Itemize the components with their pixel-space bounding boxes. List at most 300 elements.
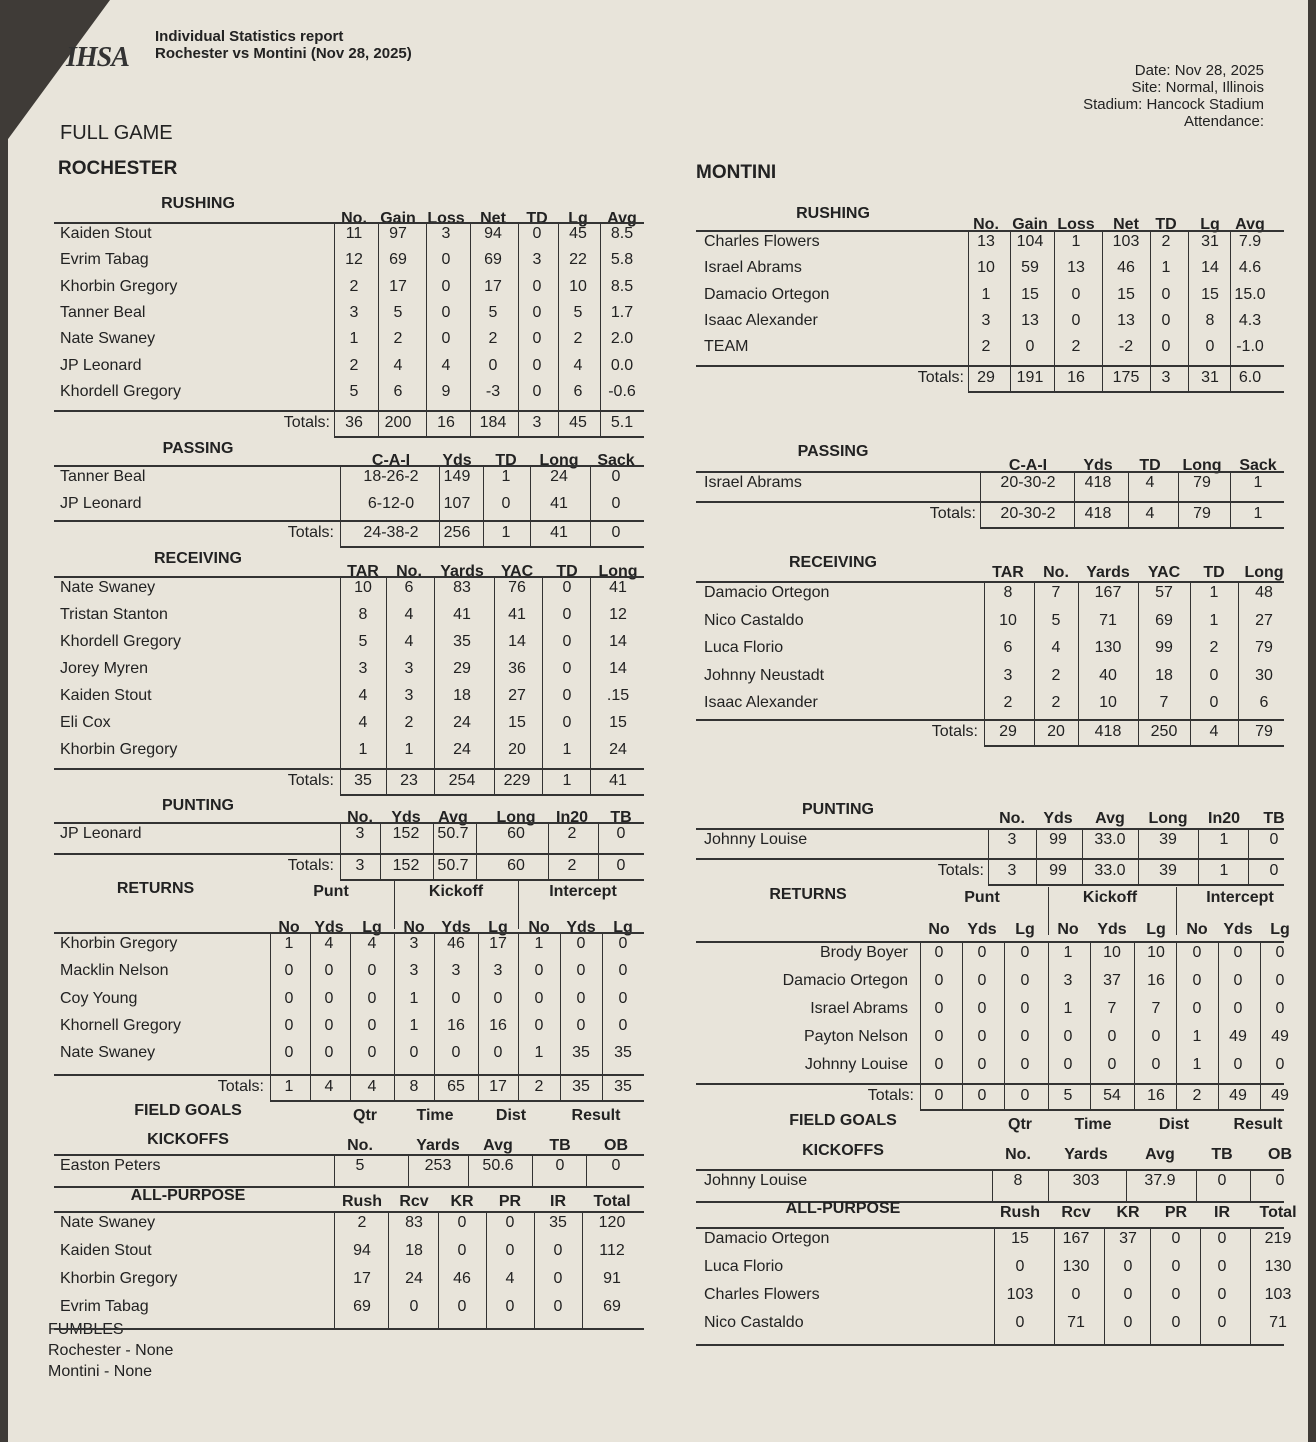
montini-rushing-totals-rule <box>696 365 1284 367</box>
rochester-returns-total: 2 <box>534 1078 544 1095</box>
montini-rushing-cell: 14 <box>1201 259 1219 277</box>
montini-receiving-cell: 7 <box>1051 584 1061 601</box>
rochester-rushing-cell: 6 <box>573 382 583 400</box>
rochester-rushing-title: RUSHING <box>161 195 235 212</box>
rochester-returns-cell: 1 <box>284 935 294 952</box>
montini-returns-total: 49 <box>1271 1087 1289 1104</box>
montini-passing-col-header: Long <box>1182 457 1222 474</box>
montini-all_purpose-cell: 219 <box>1264 1230 1292 1247</box>
rochester-returns-group-divider <box>518 881 519 929</box>
rochester-all_purpose-title: ALL-PURPOSE <box>130 1187 246 1204</box>
montini-returns-total: 0 <box>977 1087 987 1104</box>
montini-returns-cell: 0 <box>1151 1056 1161 1073</box>
rochester-rushing-player: Khorbin Gregory <box>60 277 178 295</box>
rochester-returns-cell: 0 <box>534 989 544 1007</box>
rochester-returns-total: 4 <box>324 1078 334 1095</box>
montini-kickoffs-col-header: Yards <box>1064 1146 1108 1163</box>
rochester-returns-cell: 0 <box>367 1044 377 1062</box>
montini-rushing-col-header: Lg <box>1200 216 1220 233</box>
montini-rushing-cell: 2 <box>1071 338 1081 356</box>
rochester-rushing-cell: 45 <box>569 225 587 242</box>
rochester-all_purpose-cell: 4 <box>505 1270 515 1287</box>
rochester-returns-col-divider <box>478 932 479 1100</box>
rochester-field-goals-col-header: Dist <box>495 1107 527 1124</box>
montini-punting-top-rule <box>696 828 1284 830</box>
rochester-returns-total: 1 <box>284 1078 294 1095</box>
montini-rushing-cell: 10 <box>977 259 995 277</box>
montini-rushing-cell: 46 <box>1117 259 1135 277</box>
rochester-returns-cell: 0 <box>284 962 294 980</box>
rochester-passing-cell: 0 <box>611 468 621 485</box>
montini-all_purpose-col-header: Rcv <box>1061 1204 1091 1221</box>
rochester-receiving-cell: 12 <box>609 606 627 623</box>
montini-all_purpose-col-divider <box>1200 1227 1201 1344</box>
montini-punting-col-divider <box>1198 828 1199 884</box>
montini-punting-total: 0 <box>1269 862 1279 879</box>
montini-receiving-col-divider <box>1138 581 1139 745</box>
rochester-returns-cell: 3 <box>451 962 461 980</box>
rochester-returns-player: Macklin Nelson <box>60 962 169 980</box>
rochester-passing-total: 41 <box>550 524 568 541</box>
montini-returns-group-divider <box>1176 887 1177 935</box>
rochester-rushing-player: Evrim Tabag <box>60 251 149 269</box>
rochester-kickoffs-col-header: OB <box>604 1137 628 1154</box>
rochester-passing-col-divider <box>530 465 531 546</box>
montini-passing-col-divider <box>1074 471 1075 527</box>
montini-receiving-cell: 130 <box>1094 639 1122 656</box>
rochester-kickoffs-col-divider <box>532 1154 533 1186</box>
rochester-returns-cell: 0 <box>367 989 377 1007</box>
montini-rushing-col-header: Gain <box>1012 216 1048 233</box>
montini-returns-cell: 49 <box>1229 1028 1247 1045</box>
rochester-rushing-cell: 94 <box>484 225 502 242</box>
rochester-receiving-col-divider <box>494 576 495 794</box>
rochester-rushing-player: Khordell Gregory <box>60 382 181 400</box>
montini-kickoffs-col-divider <box>1196 1169 1197 1201</box>
montini-returns-cell: 0 <box>977 1028 987 1045</box>
rochester-rushing-cell: 0 <box>488 356 498 374</box>
rochester-receiving-col-header: No. <box>396 563 422 580</box>
rochester-rushing-cell: 0 <box>441 330 451 348</box>
rochester-all_purpose-cell: 24 <box>405 1270 423 1287</box>
montini-passing-cell: 79 <box>1193 474 1211 491</box>
montini-punting-col-header: Long <box>1148 810 1188 827</box>
rochester-passing-cell: 0 <box>611 495 621 512</box>
montini-passing-total: 1 <box>1253 505 1263 522</box>
montini-returns-col-divider <box>1090 941 1091 1109</box>
montini-all_purpose-cell: 0 <box>1217 1286 1227 1303</box>
montini-returns-header <box>8 921 1290 941</box>
rochester-returns-cell: 0 <box>324 1044 334 1062</box>
rochester-punting-totals-rule <box>54 853 644 855</box>
montini-receiving-total: 29 <box>999 723 1017 740</box>
rochester-receiving-player: Khorbin Gregory <box>60 741 178 758</box>
rochester-rushing-totals-rule <box>54 410 644 412</box>
montini-returns-cell: 0 <box>1107 1056 1117 1073</box>
rochester-receiving-player: Nate Swaney <box>60 579 156 596</box>
rochester-receiving-cell: 15 <box>508 714 526 731</box>
rochester-receiving-cell: 3 <box>404 687 414 704</box>
montini-rushing-cell: 59 <box>1021 259 1039 277</box>
rochester-rushing-cell: -0.6 <box>608 382 636 400</box>
montini-passing-total: 79 <box>1193 505 1211 522</box>
montini-all_purpose-cell: 0 <box>1171 1314 1181 1331</box>
montini-receiving-cell: 0 <box>1209 666 1219 684</box>
rochester-passing-top-rule <box>54 465 644 467</box>
rochester-rushing-col-divider <box>470 222 471 436</box>
rochester-rushing-col-header: Loss <box>427 210 465 227</box>
montini-rushing-cell: 13 <box>1117 311 1135 329</box>
montini-rushing-col-divider <box>1054 230 1055 391</box>
rochester-returns-cell: 0 <box>576 962 586 980</box>
rochester-punting-col-header: Avg <box>438 809 468 826</box>
rochester-passing-col-header: Sack <box>597 452 635 469</box>
montini-rushing-col-header: Loss <box>1057 216 1095 233</box>
rochester-returns-cell: 4 <box>324 935 334 952</box>
rochester-receiving-total: 23 <box>400 772 418 789</box>
montini-rushing-bottom-rule <box>968 391 1284 393</box>
montini-returns-cell: 0 <box>1020 1056 1030 1073</box>
rochester-all_purpose-col-divider <box>388 1211 389 1328</box>
rochester-rushing-cell: 69 <box>484 251 502 269</box>
montini-rushing-cell: -2 <box>1118 338 1134 356</box>
rochester-returns-cell: 16 <box>489 1016 507 1034</box>
montini-all_purpose-cell: 15 <box>1011 1230 1029 1247</box>
rochester-receiving-cell: 14 <box>508 633 526 650</box>
rochester-returns-cell: 0 <box>451 1044 461 1062</box>
rochester-all_purpose-cell: 0 <box>457 1298 467 1315</box>
rochester-receiving-cell: 14 <box>609 633 627 650</box>
rochester-rushing-col-divider <box>334 222 335 436</box>
fumbles-montini: Montini - None <box>48 1363 153 1380</box>
montini-receiving-top-rule <box>696 581 1284 583</box>
rochester-passing-totals-rule <box>54 520 644 522</box>
rochester-receiving-cell: 3 <box>358 660 368 677</box>
montini-all_purpose-player: Charles Flowers <box>704 1286 820 1303</box>
montini-returns-bottom-rule <box>920 1109 1284 1111</box>
montini-passing-total: 20-30-2 <box>1000 505 1056 522</box>
rochester-all_purpose-cell: 35 <box>549 1214 567 1231</box>
montini-returns-player: Payton Nelson <box>803 1028 908 1045</box>
montini-rushing-cell: 31 <box>1201 233 1219 250</box>
montini-all_purpose-cell: 0 <box>1015 1314 1025 1331</box>
montini-returns-totals-label: Totals: <box>867 1087 914 1104</box>
montini-returns-group-intercept: Intercept <box>1206 889 1274 906</box>
montini-returns-total: 16 <box>1147 1087 1165 1104</box>
montini-rushing-title: RUSHING <box>796 205 870 222</box>
montini-passing-totals-label: Totals: <box>929 505 976 522</box>
rochester-all_purpose-top-rule <box>54 1211 644 1213</box>
rochester-all_purpose-cell: 2 <box>357 1214 367 1231</box>
rochester-rushing-cell: 1 <box>349 330 359 348</box>
montini-punting-cell: 99 <box>1049 831 1067 848</box>
montini-kickoffs-col-divider <box>992 1169 993 1201</box>
montini-punting-col-divider <box>988 828 989 884</box>
montini-returns-col-header: Lg <box>1270 921 1290 938</box>
montini-receiving-cell: 2 <box>1051 694 1061 711</box>
montini-receiving-cell: 40 <box>1099 666 1117 684</box>
montini-rushing-player: Israel Abrams <box>704 259 802 277</box>
rochester-all_purpose-cell: 94 <box>353 1242 371 1259</box>
montini-all_purpose-player: Damacio Ortegon <box>704 1230 830 1247</box>
montini-rushing-cell: 7.9 <box>1238 233 1262 250</box>
rochester-all_purpose-col-header: Rush <box>342 1193 382 1210</box>
rochester-all_purpose-cell: 17 <box>353 1270 371 1287</box>
montini-punting-col-header: In20 <box>1207 810 1241 827</box>
montini-rushing-cell: 0 <box>1025 338 1035 356</box>
montini-punting-title: PUNTING <box>802 801 874 818</box>
rochester-returns-cell: 0 <box>493 1044 503 1062</box>
rochester-punting-total: 152 <box>392 857 420 874</box>
montini-kickoffs-cell: 303 <box>1072 1172 1100 1189</box>
montini-rushing-col-header: TD <box>1155 216 1177 233</box>
rochester-rushing-cell: 8.5 <box>610 225 634 242</box>
rochester-kickoffs-cell: 5 <box>355 1157 365 1174</box>
rochester-punting-col-divider <box>476 822 477 879</box>
rochester-punting-total: 2 <box>567 857 577 874</box>
rochester-field-goals-col-header: Result <box>571 1107 621 1124</box>
rochester-all_purpose-player: Khorbin Gregory <box>60 1270 178 1287</box>
rochester-returns-title: RETURNS <box>116 880 195 897</box>
montini-team-name: MONTINI <box>696 162 777 183</box>
montini-passing-cell: 418 <box>1084 474 1112 491</box>
montini-rushing-cell: 0 <box>1071 285 1081 303</box>
rochester-returns-col-header: Lg <box>613 919 633 936</box>
montini-rushing-col-divider <box>1150 230 1151 391</box>
rochester-passing-cell: 18-26-2 <box>363 468 419 485</box>
rochester-returns-cell: 0 <box>324 989 334 1007</box>
montini-returns-cell: 0 <box>1063 1028 1073 1045</box>
rochester-punting-cell: 60 <box>507 825 525 842</box>
rochester-returns-top-rule <box>54 932 644 934</box>
rochester-receiving-player: Khordell Gregory <box>60 633 181 650</box>
rochester-receiving-player: Tristan Stanton <box>60 606 168 623</box>
montini-returns-cell: 0 <box>1233 1056 1243 1073</box>
montini-receiving-title: RECEIVING <box>788 554 877 571</box>
rochester-kickoffs-cell: 0 <box>555 1157 565 1174</box>
montini-rushing-player: TEAM <box>704 338 749 356</box>
report-title-line2: Rochester vs Montini (Nov 28, 2025) <box>155 45 412 62</box>
montini-passing-top-rule <box>696 471 1284 473</box>
rochester-receiving-cell: 36 <box>508 660 526 677</box>
montini-returns-col-divider <box>962 941 963 1109</box>
montini-rushing-col-header: Avg <box>1235 216 1265 233</box>
rochester-rushing-cell: 1.7 <box>610 303 634 321</box>
rochester-passing-col-header: Long <box>539 452 579 469</box>
montini-passing-col-divider <box>1128 471 1129 527</box>
rochester-punting-col-header: In20 <box>555 809 589 826</box>
rochester-returns-cell: 0 <box>618 1016 628 1034</box>
montini-returns-col-header: Lg <box>1146 921 1166 938</box>
montini-rushing-cell: 1 <box>981 285 991 303</box>
rochester-all_purpose-col-header: IR <box>550 1193 566 1210</box>
rochester-rushing-cell: 3 <box>532 251 542 269</box>
montini-kickoffs-col-header: TB <box>1211 1146 1233 1163</box>
montini-receiving-cell: 6 <box>1259 694 1269 711</box>
montini-passing-total: 418 <box>1084 505 1112 522</box>
rochester-receiving-cell: 24 <box>453 714 471 731</box>
montini-punting-col-header: Yds <box>1043 810 1073 827</box>
montini-receiving-col-divider <box>984 581 985 745</box>
rochester-rushing-cell: 69 <box>389 251 407 269</box>
montini-kickoffs-cell: 37.9 <box>1144 1172 1176 1189</box>
montini-rushing-cell: 15 <box>1021 285 1039 303</box>
montini-receiving-cell: 1 <box>1209 584 1219 601</box>
montini-receiving-player: Damacio Ortegon <box>704 584 830 601</box>
montini-all_purpose-cell: 0 <box>1123 1258 1133 1275</box>
montini-rushing-cell: -1.0 <box>1236 338 1264 356</box>
rochester-passing-col-header: TD <box>495 452 517 469</box>
rochester-kickoffs-col-divider <box>334 1154 335 1186</box>
rochester-all_purpose-cell: 120 <box>598 1214 626 1231</box>
montini-passing-col-divider <box>980 471 981 527</box>
montini-rushing-cell: 1 <box>1161 259 1171 277</box>
rochester-receiving-player: Jorey Myren <box>60 660 149 677</box>
rochester-receiving-cell: 41 <box>453 606 471 623</box>
rochester-rushing-cell: 0 <box>532 382 542 400</box>
montini-returns-cell: 0 <box>1275 1056 1285 1073</box>
rochester-rushing-col-header: No. <box>341 210 367 227</box>
montini-rushing-cell: 4.6 <box>1238 259 1262 277</box>
rochester-receiving-cell: 0 <box>562 633 572 650</box>
rochester-receiving-cell: 6 <box>404 579 414 596</box>
montini-returns-col-header: No <box>1186 921 1208 938</box>
stat-sheet <box>8 0 1308 1442</box>
montini-returns-cell: 16 <box>1147 972 1165 989</box>
montini-receiving-totals-rule <box>696 719 1284 721</box>
montini-receiving-col-header: Yards <box>1086 564 1130 581</box>
rochester-returns-cell: 0 <box>618 989 628 1007</box>
montini-punting-cell: 0 <box>1269 831 1279 848</box>
montini-returns-col-header: No <box>928 921 950 938</box>
rochester-punting-col-header: Yds <box>391 809 421 826</box>
montini-returns-cell: 0 <box>1020 1028 1030 1045</box>
montini-rushing-cell: 0 <box>1071 311 1081 329</box>
montini-receiving-player: Isaac Alexander <box>704 694 818 711</box>
rochester-rushing-player: JP Leonard <box>60 356 142 374</box>
montini-punting-total: 39 <box>1159 862 1177 879</box>
montini-punting-cell: 33.0 <box>1094 831 1126 848</box>
rochester-rushing-cell: 0 <box>532 330 542 348</box>
montini-receiving-col-header: YAC <box>1147 564 1181 581</box>
rochester-punting-col-divider <box>340 822 341 879</box>
montini-punting-cell: 1 <box>1219 831 1229 848</box>
rochester-all_purpose-player: Evrim Tabag <box>60 1298 149 1315</box>
montini-returns-total: 0 <box>1020 1087 1030 1104</box>
rochester-punting-col-header: Long <box>496 809 536 826</box>
rochester-returns-group-punt: Punt <box>313 883 349 900</box>
montini-kickoffs-title: KICKOFFS <box>802 1142 884 1159</box>
rochester-returns-cell: 0 <box>284 1044 294 1062</box>
montini-punting-col-divider <box>1082 828 1083 884</box>
montini-passing-cell: 4 <box>1145 474 1155 491</box>
montini-rushing-col-header: Net <box>1113 216 1139 233</box>
rochester-passing-cell: 1 <box>501 468 511 485</box>
montini-passing-title: PASSING <box>797 443 869 460</box>
rochester-rushing-total: 200 <box>384 414 412 431</box>
montini-rushing-player: Charles Flowers <box>704 233 820 250</box>
rochester-rushing-cell: 5 <box>573 303 583 321</box>
montini-punting-cell: 3 <box>1007 831 1017 848</box>
rochester-rushing-total: 16 <box>437 414 455 431</box>
montini-kickoffs-col-header: OB <box>1268 1146 1292 1163</box>
montini-receiving-col-header: TD <box>1203 564 1225 581</box>
game-stadium: Stadium: Hancock Stadium <box>1083 96 1264 113</box>
montini-kickoffs-col-header: No. <box>1005 1146 1031 1163</box>
rochester-all_purpose-cell: 69 <box>353 1298 371 1315</box>
rochester-rushing-cell: 5 <box>349 382 359 400</box>
montini-rushing-cell: 103 <box>1112 233 1140 250</box>
montini-rushing-total: 3 <box>1161 369 1171 386</box>
rochester-rushing-cell: 5 <box>393 303 403 321</box>
montini-returns-cell: 1 <box>1192 1028 1202 1045</box>
montini-returns-col-divider <box>1048 941 1049 1109</box>
montini-all_purpose-cell: 71 <box>1269 1314 1287 1331</box>
montini-all_purpose-cell: 0 <box>1015 1258 1025 1275</box>
rochester-receiving-cell: 24 <box>609 741 627 758</box>
montini-all_purpose-col-header: IR <box>1214 1204 1230 1221</box>
rochester-rushing-cell: 11 <box>345 225 363 242</box>
rochester-passing-total: 1 <box>501 524 511 541</box>
rochester-passing-player: Tanner Beal <box>60 468 146 485</box>
rochester-rushing-col-header: TD <box>526 210 548 227</box>
montini-returns-cell: 0 <box>1020 972 1030 989</box>
rochester-receiving-col-divider <box>542 576 543 794</box>
rochester-returns-cell: 0 <box>576 989 586 1007</box>
rochester-all_purpose-cell: 0 <box>553 1270 563 1287</box>
rochester-returns-cell: 3 <box>493 962 503 980</box>
rochester-receiving-total: 254 <box>448 772 476 789</box>
montini-returns-cell: 0 <box>1020 944 1030 961</box>
rochester-rushing-total: 3 <box>532 414 542 431</box>
montini-receiving-cell: 10 <box>1099 694 1117 711</box>
rochester-returns-player: Nate Swaney <box>60 1044 156 1062</box>
montini-kickoffs-col-header: Avg <box>1145 1146 1175 1163</box>
rochester-punting-bottom-rule <box>340 879 644 881</box>
montini-returns-cell: 0 <box>1192 972 1202 989</box>
montini-returns-player: Brody Boyer <box>819 944 908 961</box>
rochester-all_purpose-col-divider <box>582 1211 583 1328</box>
montini-returns-col-header: Yds <box>1223 921 1253 938</box>
rochester-punting-col-header: No. <box>347 809 373 826</box>
rochester-returns-cell: 1 <box>534 935 544 952</box>
montini-all_purpose-top-rule <box>696 1227 1284 1229</box>
montini-all_purpose-col-divider <box>1150 1227 1151 1344</box>
rochester-returns-cell: 0 <box>576 1016 586 1034</box>
rochester-receiving-cell: 1 <box>358 741 368 758</box>
montini-receiving-total: 250 <box>1150 723 1178 740</box>
montini-rushing-cell: 8 <box>1205 311 1215 329</box>
rochester-returns-cell: 0 <box>367 1016 377 1034</box>
rochester-kickoffs-title: KICKOFFS <box>147 1131 229 1148</box>
montini-rushing-cell: 4.3 <box>1238 311 1262 329</box>
rochester-rushing-col-header: Net <box>480 210 506 227</box>
rochester-rushing-cell: 4 <box>441 356 451 374</box>
rochester-receiving-totals-label: Totals: <box>287 772 334 789</box>
rochester-all_purpose-cell: 0 <box>457 1214 467 1231</box>
montini-returns-cell: 1 <box>1192 1056 1202 1073</box>
montini-returns-col-divider <box>1134 941 1135 1109</box>
rochester-returns-col-header: No <box>278 919 300 936</box>
rochester-all_purpose-cell: 0 <box>505 1214 515 1231</box>
rochester-rushing-player: Nate Swaney <box>60 330 156 348</box>
rochester-receiving-top-rule <box>54 576 644 578</box>
rochester-receiving-col-header: Yards <box>440 563 484 580</box>
rochester-returns-col-header: No <box>528 919 550 936</box>
montini-returns-total: 49 <box>1229 1087 1247 1104</box>
rochester-receiving-cell: 10 <box>354 579 372 596</box>
rochester-receiving-cell: 83 <box>453 579 471 596</box>
